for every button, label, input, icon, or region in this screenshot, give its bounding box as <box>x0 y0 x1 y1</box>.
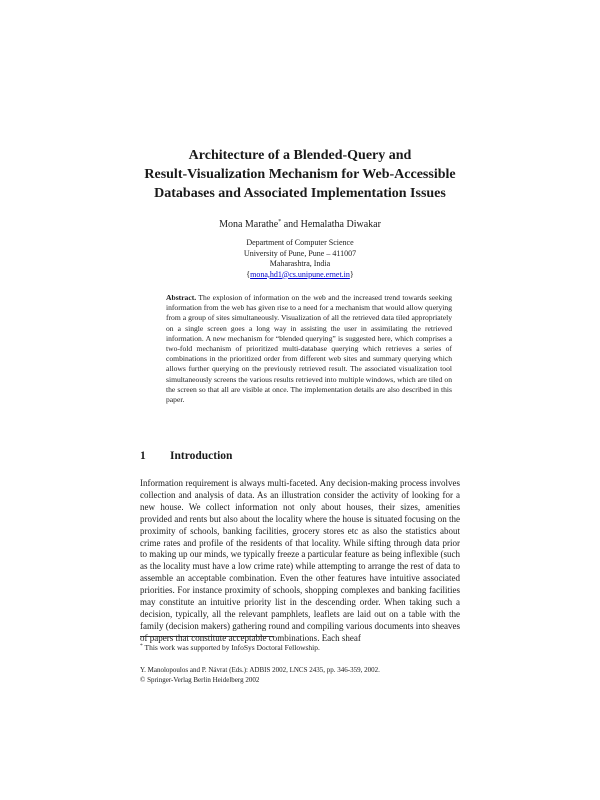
abstract <box>166 293 452 405</box>
footnote-mark: * <box>140 643 143 649</box>
author-name: Mona Marathe <box>219 219 279 230</box>
section-number: 1 <box>140 450 146 462</box>
citation-block <box>140 665 380 685</box>
author-footnote-mark: * <box>278 219 282 225</box>
email-link[interactable]: mona,hd1@cs.unipune.ernet.in <box>250 269 350 279</box>
abstract-text: The explosion of information on the web and the increased trend towards seeking information from the web has given rise to a need for a mechanism that would allow querying from a group of sites simultaneously. Visualization of all the retrieved data tiled appropriately on a single screen goes a long way in assisting the user in assimilating the retrieved information. A new mechanism for “blended querying” is suggested here, which comprises a two-fold mechanism of prioritized multi-database querying which retrieves a series of combinations in the prioritized order from different web sites and summary querying which allows further querying on the previously retrieved result. The associated visualization tool simultaneously screens the various results retrieved into multiple windows, which are tiled on the screen so that all are visible at once. The implementation details are also described in this paper. <box>166 293 452 405</box>
copyright-line: © Springer-Verlag Berlin Heidelberg 2002 <box>140 676 260 684</box>
email-brace-close: } <box>349 269 354 279</box>
section-heading <box>140 449 232 463</box>
affiliation-university: University of Pune, Pune – 411007 <box>243 248 357 258</box>
title-line: Result-Visualization Mechanism for Web-Accessible <box>144 167 456 182</box>
citation-line: Y. Manolopoulos and P. Návrat (Eds.): ADBIS 2002, LNCS 2435, pp. 346-359, 2002. <box>140 666 380 674</box>
author-list <box>100 216 500 231</box>
body-paragraph: Information requirement is always multi-faceted. Any decision-making process involves collection and analysis of data. As an illustration consider the activity of looking for a new house. We collect information not only about houses, their sizes, amenities provided and rents but also about the locality where the house is situated focusing on the proximity of schools, banking facilities, grocery stores etc as also the statistics about crime rates and profile of the residents of that locality. While sifting through data prior to making up our minds, we typically freeze a particular feature as being inflexible (such as the locality must have a low crime rate) while attempting to arrange the rest of data to assemble an acceptable combination. Even the other features have intuitive associated priorities. For instance proximity of schools, shopping complexes and banking facilities may constitute an intuitive priority list in the descending order. When taking such a decision, typically, all the relevant pamphlets, leaflets are laid out on a table with the family (decision makers) gathering round and compiling various documents into sheaves of papers that constitute acceptable combinations. Each sheaf <box>140 478 460 643</box>
affiliation-state: Maharashtra, India <box>269 259 331 268</box>
title-line: Architecture of a Blended-Query and <box>188 148 412 163</box>
title-line: Databases and Associated Implementation Issues <box>154 186 446 201</box>
footnote <box>140 641 320 653</box>
author-connector: and <box>281 219 301 230</box>
footnote-divider <box>140 636 274 637</box>
affiliation-block <box>100 238 500 280</box>
author-name: Hemalatha Diwakar <box>300 219 381 230</box>
abstract-label: Abstract. <box>166 293 197 302</box>
email-brace-open: { <box>246 269 251 279</box>
affiliation-department: Department of Computer Science <box>246 238 354 247</box>
paper-title <box>100 146 500 203</box>
section-title: Introduction <box>170 450 233 462</box>
footnote-text: This work was supported by InfoSys Doctoral Fellowship. <box>142 643 320 652</box>
affiliation-email <box>100 270 500 281</box>
